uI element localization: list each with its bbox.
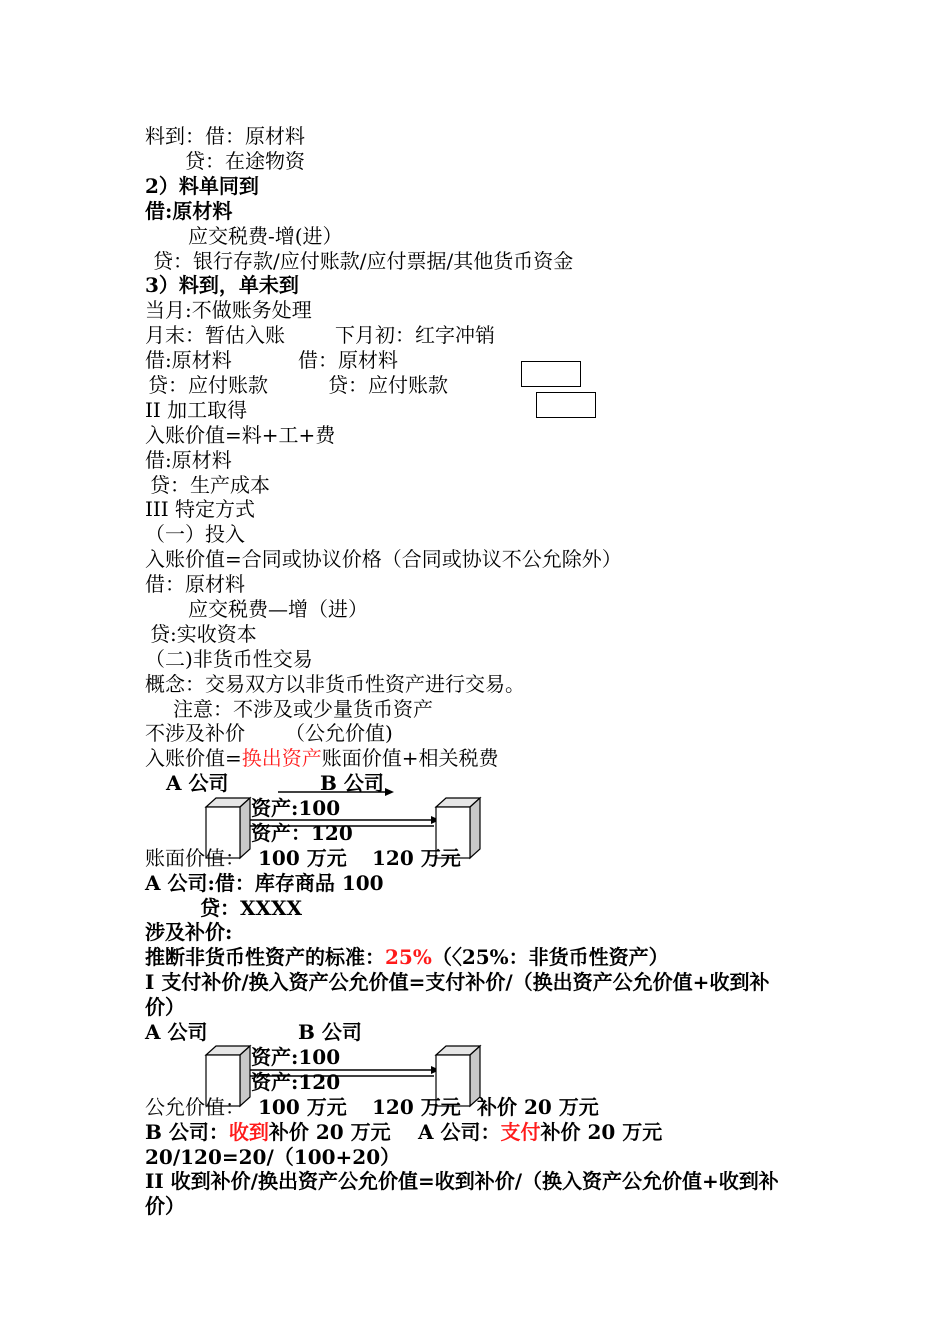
text-line: 应交税费—增（进） <box>188 597 368 621</box>
text-line: I 支付补价/换入资产公允价值=支付补价/（换出资产公允价值+收到补 <box>145 970 770 994</box>
asset-label: 资产：120 <box>251 821 353 845</box>
text-line: 入账价值=合同或协议价格（合同或协议不公允除外） <box>145 547 622 571</box>
text-line: 贷：应付账款 <box>148 373 268 397</box>
text-line: （一）投入 <box>145 522 245 546</box>
empty-box <box>521 361 581 387</box>
text-segment: 补价 20 万元 <box>268 1120 391 1144</box>
text-line: 应交税费-增(进） <box>188 224 343 248</box>
text-line: 注意：不涉及或少量货币资产 <box>173 697 433 721</box>
text-line: 借：原材料 <box>298 348 398 372</box>
text-line: 贷：在途物资 <box>185 149 305 173</box>
text-line: 下月初：红字冲销 <box>335 323 495 347</box>
text-line: 涉及补价: <box>145 920 233 944</box>
text-line: 不涉及补价 <box>145 721 245 745</box>
text-line: 3）料到，单未到 <box>145 273 299 297</box>
text-line <box>145 945 669 969</box>
text-line: 120 万元 <box>372 1095 461 1119</box>
text-line: II 加工取得 <box>145 398 248 422</box>
text-line: 贷：XXXX <box>200 896 303 920</box>
text-line: 价） <box>145 1194 185 1218</box>
text-line <box>145 1095 245 1119</box>
asset-label: 资产:100 <box>251 796 341 820</box>
text-segment: 账面价值： <box>145 846 245 870</box>
text-line: （二)非货币性交易 <box>145 647 313 671</box>
company-b-label: B 公司 <box>320 771 384 795</box>
highlight-text: 25% <box>385 945 432 969</box>
text-line: 当月:不做账务处理 <box>145 298 312 322</box>
text-line: 100 万元 <box>258 1095 347 1119</box>
text-line: 借:原材料 <box>145 448 232 472</box>
text-segment: 入账价值= <box>145 746 242 770</box>
text-segment: 账面价值+相关税费 <box>321 746 499 770</box>
text-segment: 推断非货币性资产的标准： <box>145 945 385 969</box>
company-b-label: B 公司 <box>298 1020 362 1044</box>
text-line <box>145 1120 391 1144</box>
text-line <box>418 1120 662 1144</box>
text-line: 2）料单同到 <box>145 174 259 198</box>
text-line: III 特定方式 <box>145 497 256 521</box>
text-line: 价） <box>145 995 185 1019</box>
text-segment: 公允价值： <box>145 1095 245 1119</box>
text-line: 20/120=20/（100+20） <box>145 1145 401 1169</box>
text-line: 贷:实收资本 <box>150 622 257 646</box>
asset-label: 资产:100 <box>251 1045 341 1069</box>
text-line: 月末：暂估入账 <box>145 323 285 347</box>
highlight-text: 换出资产 <box>241 746 322 770</box>
text-segment: B 公司： <box>145 1120 229 1144</box>
text-line: 100 万元 <box>258 846 347 870</box>
text-line: 补价 20 万元 <box>477 1095 599 1119</box>
highlight-text: 收到 <box>228 1120 269 1144</box>
text-line: 贷：应付账款 <box>328 373 448 397</box>
text-line <box>145 746 499 770</box>
empty-box <box>536 392 596 418</box>
text-line: 入账价值=料+工+费 <box>145 423 336 447</box>
text-line <box>145 846 245 870</box>
text-line: 贷：生产成本 <box>150 473 270 497</box>
text-segment: A 公司： <box>418 1120 501 1144</box>
text-line: （公允价值) <box>285 721 393 745</box>
company-a-label: A 公司 <box>145 1020 208 1044</box>
text-line: 借:原材料 <box>145 199 233 223</box>
highlight-text: 支付 <box>500 1120 541 1144</box>
company-a-label: A 公司 <box>166 771 229 795</box>
text-line: 借:原材料 <box>145 348 232 372</box>
text-line: 120 万元 <box>372 846 461 870</box>
text-segment: 补价 20 万元 <box>540 1120 663 1144</box>
text-line: II 收到补价/换出资产公允价值=收到补价/（换入资产公允价值+收到补 <box>145 1169 779 1193</box>
asset-label: 资产:120 <box>251 1070 341 1094</box>
text-line: A 公司:借：库存商品 100 <box>145 871 384 895</box>
text-segment: （〈25%：非货币性资产） <box>431 945 669 969</box>
text-line: 借：原材料 <box>145 572 245 596</box>
text-line: 料到：借：原材料 <box>145 124 305 148</box>
text-line: 贷：银行存款/应付账款/应付票据/其他货币资金 <box>153 249 574 273</box>
text-line: 概念：交易双方以非货币性资产进行交易。 <box>145 672 525 696</box>
